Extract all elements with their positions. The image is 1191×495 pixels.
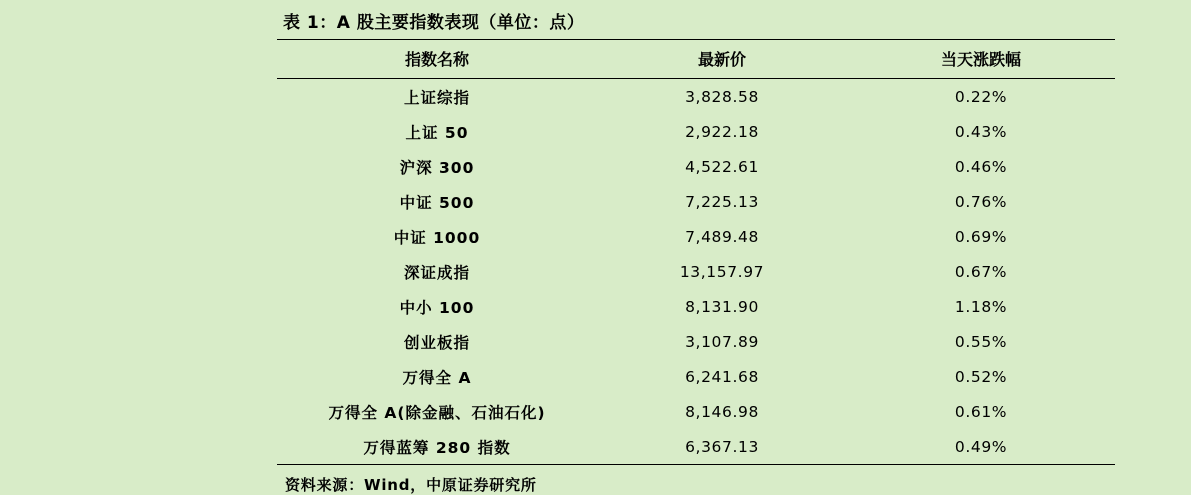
cell-latest-price: 2,922.18 xyxy=(685,122,759,141)
column-header-index-name: 指数名称 xyxy=(277,40,597,79)
cell-latest-price: 7,489.48 xyxy=(685,227,759,246)
table-row xyxy=(277,254,1115,289)
table-source-note: 资料来源：Wind，中原证券研究所 xyxy=(285,476,537,494)
table-row xyxy=(277,219,1115,254)
cell-latest-price: 8,146.98 xyxy=(685,402,759,421)
cell-daily-change: 0.76% xyxy=(954,192,1008,211)
table-row xyxy=(277,79,1115,115)
cell-daily-change: 0.67% xyxy=(954,262,1008,281)
cell-index-name: 中证 1000 xyxy=(393,228,481,247)
cell-latest-price: 4,522.61 xyxy=(685,157,759,176)
cell-daily-change: 0.46% xyxy=(954,157,1008,176)
column-header-daily-change: 当天涨跌幅 xyxy=(847,40,1115,79)
cell-index-name: 万得蓝筹 280 指数 xyxy=(277,429,597,465)
cell-daily-change: 0.52% xyxy=(954,367,1008,386)
cell-index-name: 上证 50 xyxy=(405,123,469,142)
cell-daily-change: 0.43% xyxy=(954,122,1008,141)
cell-index-name: 万得全 A xyxy=(402,368,472,387)
cell-index-name: 深证成指 xyxy=(403,263,470,282)
cell-index-name: 沪深 300 xyxy=(399,158,475,177)
cell-daily-change: 1.18% xyxy=(954,297,1008,316)
column-header-latest-price: 最新价 xyxy=(597,40,847,79)
cell-latest-price: 6,367.13 xyxy=(597,429,847,465)
cell-daily-change: 0.61% xyxy=(954,402,1008,421)
cell-index-name: 万得全 A(除金融、石油石化) xyxy=(328,403,546,422)
table-row xyxy=(277,149,1115,184)
cell-daily-change: 0.55% xyxy=(954,332,1008,351)
cell-latest-price: 13,157.97 xyxy=(679,262,765,281)
table-row xyxy=(277,429,1115,465)
cell-latest-price: 7,225.13 xyxy=(685,192,759,211)
cell-index-name: 上证综指 xyxy=(403,88,470,107)
table-header xyxy=(277,40,1115,79)
table-row xyxy=(277,114,1115,149)
cell-index-name: 中证 500 xyxy=(399,193,475,212)
table-row xyxy=(277,184,1115,219)
table-header-row xyxy=(277,40,1115,79)
cell-index-name: 创业板指 xyxy=(403,333,470,352)
table-caption: 表 1：A 股主要指数表现（单位：点） xyxy=(283,13,585,33)
cell-daily-change: 0.49% xyxy=(847,429,1115,465)
cell-latest-price: 3,828.58 xyxy=(685,87,759,106)
index-performance-table xyxy=(277,39,1115,465)
cell-index-name: 中小 100 xyxy=(399,298,475,317)
cell-daily-change: 0.22% xyxy=(954,87,1008,106)
table-row xyxy=(277,359,1115,394)
cell-daily-change: 0.69% xyxy=(954,227,1008,246)
cell-latest-price: 6,241.68 xyxy=(685,367,759,386)
index-performance-table-block xyxy=(277,0,1115,495)
table-row xyxy=(277,289,1115,324)
cell-latest-price: 3,107.89 xyxy=(685,332,759,351)
table-row xyxy=(277,324,1115,359)
table-row xyxy=(277,394,1115,429)
table-body xyxy=(277,79,1115,465)
cell-latest-price: 8,131.90 xyxy=(685,297,759,316)
